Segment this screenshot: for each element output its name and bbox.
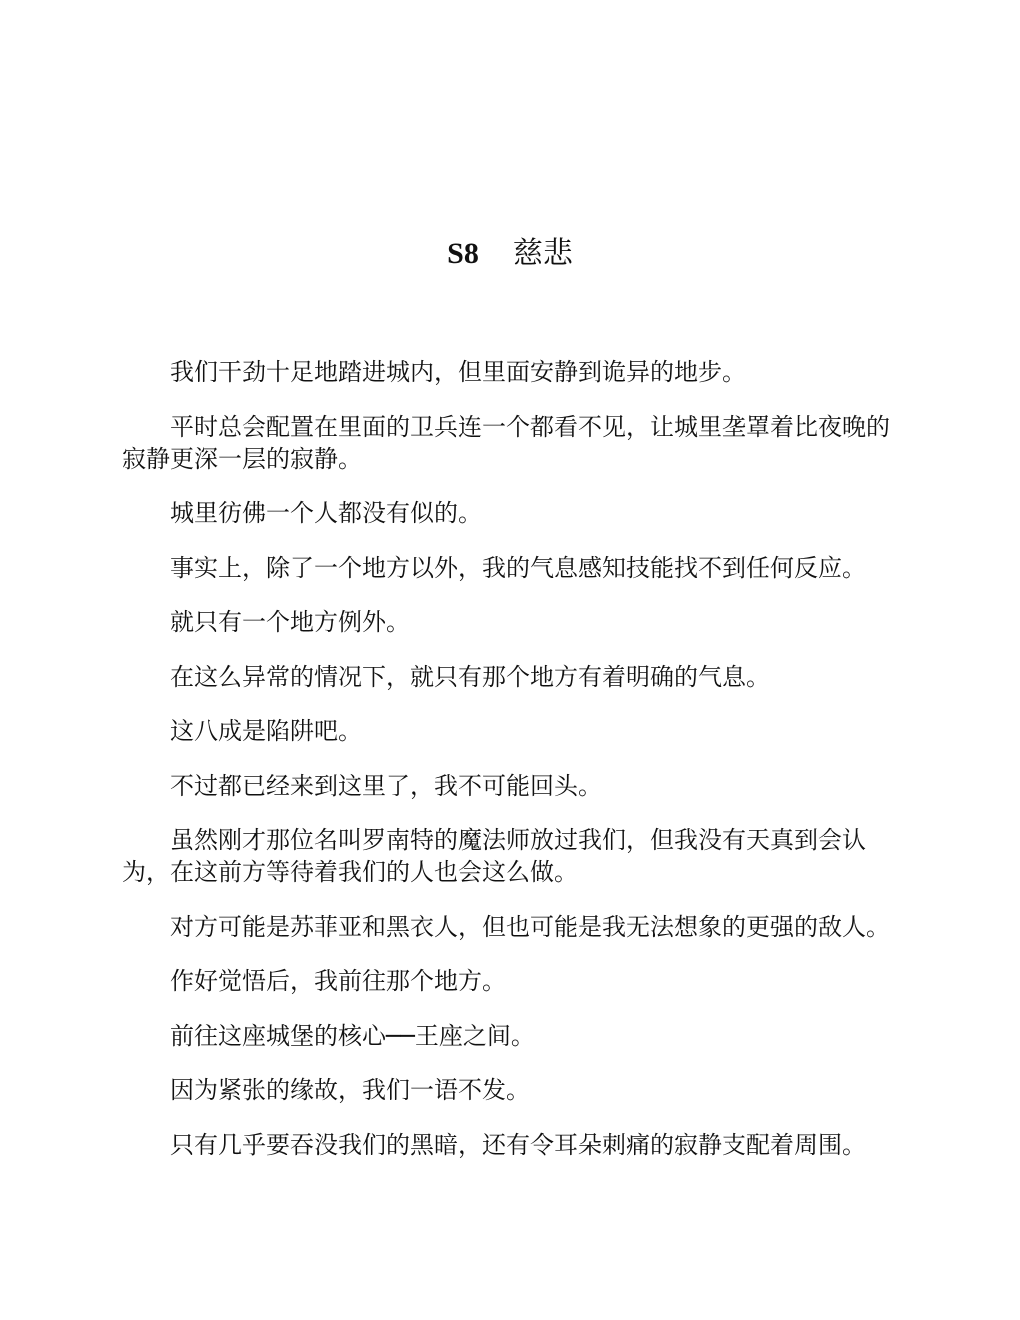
paragraph: 城里彷佛一个人都没有似的。	[170, 499, 482, 527]
paragraph: 我们干劲十足地踏进城内，但里面安静到诡异的地步。	[170, 358, 746, 386]
paragraph: 事实上，除了一个地方以外，我的气息感知技能找不到任何反应。	[170, 553, 866, 582]
paragraph: 在这么异常的情况下，就只有那个地方有着明确的气息。	[170, 662, 770, 691]
paragraph: 作好觉悟后，我前往那个地方。	[170, 967, 506, 995]
chapter-title: 慈悲	[512, 236, 573, 271]
paragraph: 对方可能是苏菲亚和黑衣人，但也可能是我无法想象的更强的敌人。	[170, 912, 890, 941]
paragraph: 虽然刚才那位名叫罗南特的魔法师放过我们，但我没有天真到会认为，在这前方等待着我们的人也会这么做。	[122, 826, 866, 886]
paragraph: 不过都已经来到这里了，我不可能回头。	[170, 771, 602, 800]
chapter-heading	[0, 232, 1020, 276]
chapter-number: S8	[447, 237, 479, 270]
paragraph: 因为紧张的缘故，我们一语不发。	[170, 1076, 530, 1104]
paragraph: 就只有一个地方例外。	[170, 608, 410, 636]
paragraph: 这八成是陷阱吧。	[170, 717, 362, 745]
paragraph: 平时总会配置在里面的卫兵连一个都看不见，让城里垄罩着比夜晚的寂静更深一层的寂静。	[122, 412, 890, 473]
paragraph: 只有几乎要吞没我们的黑暗，还有令耳朵刺痛的寂静支配着周围。	[170, 1130, 866, 1159]
chapter-body	[122, 356, 898, 1183]
paragraph: 前往这座城堡的核心──王座之间。	[170, 1021, 535, 1050]
